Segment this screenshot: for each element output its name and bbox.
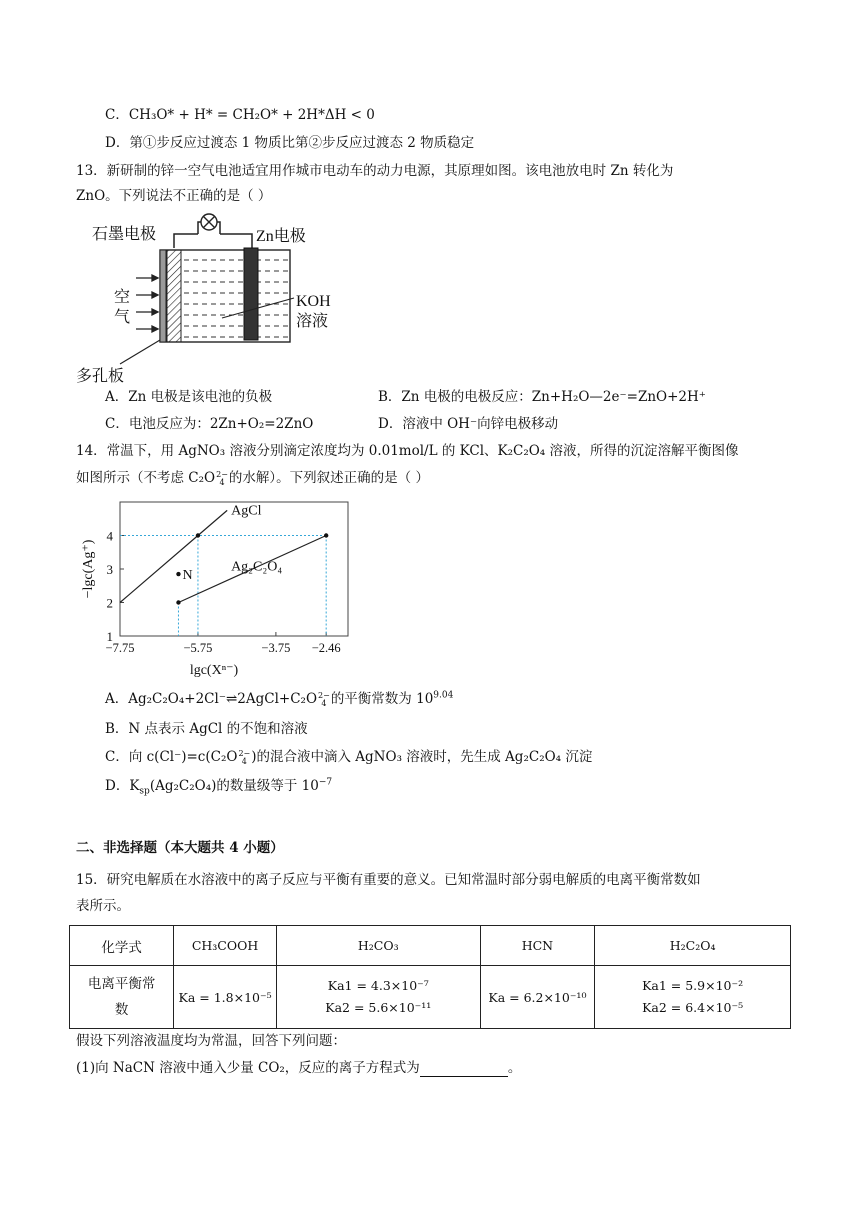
air-label-1: 空 [114, 289, 131, 306]
q15-note: 假设下列溶液温度均为常温，回答下列问题： [76, 1033, 346, 1049]
series-label-ag2c2o4: Ag₂C₂O₄ [231, 559, 283, 575]
q13-stem-line2: ZnO。下列说法不正确的是（ ） [76, 188, 272, 204]
answer-blank[interactable] [420, 1062, 508, 1077]
point-n [176, 572, 180, 576]
series-label-agcl: AgCl [231, 503, 262, 519]
ka-ch3cooh: Ka = 1.8×10⁻⁵ [174, 966, 277, 1029]
y-tick-label: 4 [106, 528, 113, 544]
battery-diagram [76, 208, 366, 386]
ka-hcn: Ka = 6.2×10⁻¹⁰ [480, 966, 595, 1029]
q14-stem-line2: 如图所示（不考虑 C₂O 2− 4 的水解）。下列叙述正确的是（ ） [76, 469, 429, 487]
q14-option-d: D．$K_{sp}(Ag_2C_2O_4)$的数量级等于 $10^{-7}$ [105, 777, 333, 797]
y-tick-label: 1 [106, 629, 113, 644]
x-tick-label: −3.75 [261, 641, 291, 655]
q13-option-c: C．电池反应为：2Zn+O₂=2ZnO [105, 416, 314, 432]
section2-title: 二、非选择题（本大题共 4 小题） [76, 840, 284, 856]
zn-electrode-label: Zn电极 [256, 228, 306, 245]
x-tick-label: −7.75 [105, 641, 135, 655]
q12-option-c: C．CH₃O* + H* = CH₂O* + 2H*ΔH < 0 [105, 107, 375, 123]
q14-option-c: C．向 c(Cl⁻)=c(C₂O 2− 4 )的混合液中滴入 AgNO₃ 溶液时，先生成 Ag₂C₂O₄ 沉淀 [105, 748, 593, 766]
table-header-h2c2o4: H₂C₂O₄ [595, 926, 791, 966]
q13-stem-line1: 13．新研制的锌一空气电池适宜用作城市电动车的动力电源，其原理如图。该电池放电时 Zn 转化为 [76, 163, 674, 179]
table-header-formula: 化学式 [70, 926, 174, 966]
koh-label-2: 溶液 [296, 313, 329, 330]
y-tick-label: 2 [106, 595, 113, 611]
q15-sub1: (1)向 NaCN 溶液中通入少量 CO₂，反应的离子方程式为 。 [76, 1060, 522, 1076]
table-header-hcn: HCN [480, 926, 595, 966]
ka-h2c2o4: Ka1 = 5.9×10⁻² Ka2 = 6.4×10⁻⁵ [595, 966, 791, 1029]
q15-stem-line1: 15．研究电解质在水溶液中的离子反应与平衡有重要的意义。已知常温时部分弱电解质的电离平衡常数如 [76, 872, 701, 888]
q14-option-a: A．Ag₂C₂O₄+2Cl⁻⇌2AgCl+C₂O 2− 4 的平衡常数为 $10^{9.04}$ [105, 690, 454, 708]
air-label-2: 气 [114, 309, 131, 326]
data-point [176, 600, 180, 604]
koh-label-1: KOH [296, 293, 331, 310]
table-header-ch3cooh: CH₃COOH [174, 926, 277, 966]
point-n-label: N [182, 568, 193, 584]
porous-plate-label: 多孔板 [76, 368, 125, 385]
x-tick-label: −5.75 [183, 641, 213, 655]
x-axis-label: lgc(Xⁿ⁻) [189, 663, 239, 678]
q12-option-d: D．第①步反应过渡态 1 物质比第②步反应过渡态 2 物质稳定 [105, 135, 475, 151]
q13-option-a: A．Zn 电极是该电池的负极 [105, 389, 273, 405]
q13-option-b: B．Zn 电极的电极反应：Zn+H₂O—2e⁻=ZnO+2H⁺ [378, 389, 706, 405]
y-axis-label: −lgc(Ag⁺) [81, 539, 96, 599]
q14-stem-line1: 14．常温下，用 AgNO₃ 溶液分别滴定浓度均为 0.01mol/L 的 KCl、K₂C₂O₄ 溶液，所得的沉淀溶解平衡图像 [76, 443, 739, 459]
series-line-0 [120, 510, 227, 602]
ionization-constant-table [69, 925, 791, 1029]
y-tick-label: 3 [106, 562, 113, 577]
table-row-label: 电离平衡常 数 [70, 966, 174, 1029]
table-header-h2co3: H₂CO₃ [276, 926, 480, 966]
q14-option-b: B．N 点表示 AgCl 的不饱和溶液 [105, 721, 308, 737]
q15-stem-line2: 表所示。 [76, 898, 130, 914]
ka-h2co3: Ka1 = 4.3×10⁻⁷ Ka2 = 5.6×10⁻¹¹ [276, 966, 480, 1029]
data-point [324, 533, 328, 537]
q13-option-d: D．溶液中 OH⁻向锌电极移动 [378, 416, 559, 432]
x-tick-label: −2.46 [311, 641, 341, 655]
data-point [196, 533, 200, 537]
solubility-chart [78, 496, 360, 680]
graphite-electrode-label: 石墨电极 [92, 226, 157, 243]
